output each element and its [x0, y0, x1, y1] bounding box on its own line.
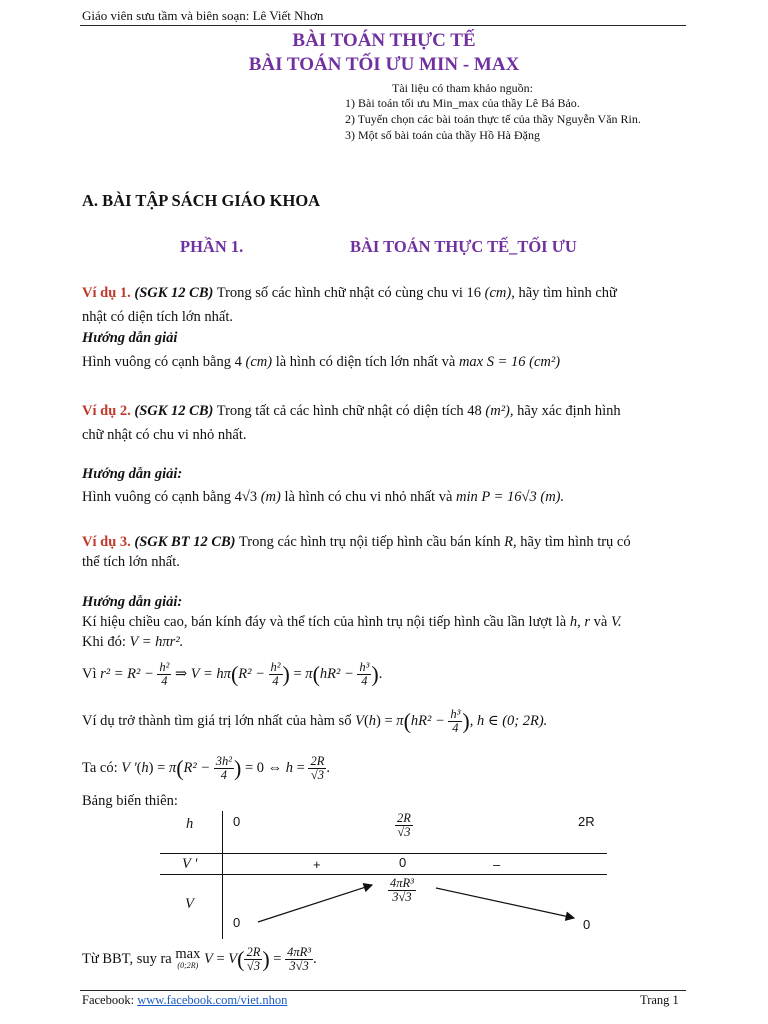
example-2-line2: chữ nhật có chu vi nhỏ nhất.: [82, 427, 247, 443]
bbt-hline-2: [160, 874, 607, 875]
header-author-note: Giáo viên sưu tầm và biên soạn: Lê Viết Nhơn: [82, 8, 324, 23]
formula-r-squared: Vì r² = R² − $\frac{\text{h²}}{4}$ ⇒ V = hπ(R² − $\frac{\text{h²}}{4}$ ) = π(hR² − $\frac{\text{h³}}{4}$ ).: [82, 660, 383, 689]
example-1-label: Ví dụ 1.: [82, 285, 131, 301]
formula-taco: Ta có:: [82, 760, 118, 776]
conclusion-text: Từ BBT, suy ra: [82, 951, 172, 967]
example-3-text-b: hãy tìm hình trụ có: [520, 534, 631, 550]
example-3-statement: [82, 534, 687, 551]
footer-facebook: [82, 993, 287, 1008]
example-3-label: Ví dụ 3.: [82, 534, 131, 550]
example-1-answer-b: là hình có diện tích lớn nhất và: [275, 354, 456, 370]
example-1-answer-max-unit: (cm²): [529, 354, 561, 370]
example-3-line2: thể tích lớn nhất.: [82, 554, 180, 570]
example-2-unit: (m²): [485, 403, 510, 419]
header-divider: [80, 25, 686, 26]
bbt-max-num: 4πR³: [390, 876, 414, 890]
example-1-line2: nhật có diện tích lớn nhất.: [82, 309, 234, 325]
example-1-answer-max: max S = 16: [458, 354, 526, 370]
example-3-source: (SGK BT 12 CB): [134, 534, 236, 550]
footer-facebook-link[interactable]: www.facebook.com/viet.nhon: [137, 993, 288, 1007]
example-1-source: (SGK 12 CB): [134, 285, 214, 301]
bbt-max-den: 3√3: [388, 890, 416, 904]
formula-function: Ví dụ trở thành tìm giá trị lớn nhất của hàm số V(h) = π(hR² − $\frac{\text{h³}}{4}$ ), h ∈ (0; 2R).: [82, 707, 548, 736]
bbt-arrow-up: [258, 885, 372, 922]
example-3-var-r: R,: [504, 534, 517, 550]
example-3-sol1: Kí hiệu chiều cao, bán kính đáy và thể tích của hình trụ nội tiếp hình cầu lần lượt là: [82, 614, 567, 630]
example-2-answer: [82, 489, 564, 506]
formula-derivative: Ta có: V '(h) = π(R² − $\frac{\text{3h²}}{4}$ ) = 0 ⇔ h = $\frac{2R}{√3}$ .: [82, 754, 330, 783]
conclusion-line: Từ BBT, suy ra max (0;2R) V = V( $\frac{2R}{√3}$ ) = $\frac{\text{4πR³}}{3√3}$ .: [82, 945, 317, 974]
example-2-source: (SGK 12 CB): [134, 403, 214, 419]
example-1-guide: Hướng dẫn giải: [82, 330, 178, 346]
reference-item-2: 2) Tuyển chọn các bài toán thực tế của thầy Nguyễn Văn Rin.: [345, 112, 641, 126]
footer-label: Facebook:: [82, 993, 135, 1007]
reference-item-1: 1) Bài toán tối ưu Min_max của thầy Lê Bá Bảo.: [345, 96, 580, 110]
example-3-sol1-vars: h, r: [569, 614, 591, 630]
bbt-v-right: 0: [583, 917, 591, 932]
bbt-sign-plus: +: [313, 857, 321, 872]
bbt-v-max: [388, 877, 416, 904]
example-1-answer-unit: (cm): [245, 354, 273, 370]
example-1-answer-a: Hình vuông có cạnh bằng 4: [82, 354, 242, 370]
example-3-sol1-and: và: [593, 614, 608, 630]
example-2-statement: [82, 403, 687, 420]
example-3-solution-line1: [82, 614, 692, 631]
example-3-sol1-v: V.: [610, 614, 622, 630]
example-3-domain: h ∈ (0; 2R).: [476, 713, 548, 729]
example-1-answer: [82, 354, 560, 371]
example-2-answer-a: Hình vuông có cạnh bằng 4√3: [82, 489, 258, 505]
bbt-v-left: 0: [233, 915, 241, 930]
example-2-text-a: Trong tất cả các hình chữ nhật có diện tích 48: [216, 403, 482, 419]
example-2-answer-min-unit: (m).: [540, 489, 565, 505]
formula-vi: Vì: [82, 666, 97, 682]
bbt-vertical-divider: [222, 811, 223, 939]
bbt-h-critical: [395, 812, 413, 839]
example-1-text-a: Trong số các hình chữ nhật có cùng chu vi 16: [216, 285, 481, 301]
part-label: PHẦN 1.: [180, 237, 244, 256]
part-name: BÀI TOÁN THỰC TẾ_TỐI ƯU: [350, 237, 577, 256]
bbt-row-vprime: V ': [182, 856, 198, 872]
example-3-sol2: Khi đó:: [82, 634, 126, 650]
example-3-guide: Hướng dẫn giải:: [82, 594, 183, 610]
example-1-statement: [82, 285, 687, 302]
reference-item-3: 3) Một số bài toán của thầy Hồ Hà Đặng: [345, 128, 540, 142]
bbt-h-zero: 0: [233, 814, 241, 829]
example-2-text-b: , hãy xác định hình: [509, 403, 621, 419]
example-3-sol2-eq: V = hπr².: [129, 634, 184, 650]
bbt-hline-1: [160, 853, 607, 854]
example-1-text-b: , hãy tìm hình chữ: [511, 285, 617, 301]
example-3-solution-line2: [82, 634, 183, 651]
bbt-row-h: h: [186, 816, 194, 832]
bbt-sign-minus: –: [493, 857, 501, 872]
bbt-row-v: V: [185, 896, 194, 912]
example-2-answer-min: min P = 16√3: [456, 489, 537, 505]
bbt-arrow-down: [436, 888, 574, 918]
example-3-text-a: Trong các hình trụ nội tiếp hình cầu bán kính: [238, 534, 501, 550]
example-2-guide: Hướng dẫn giải:: [82, 466, 183, 482]
bbt-h-2r: 2R: [578, 814, 595, 829]
references-heading: Tài liệu có tham khảo nguồn:: [392, 81, 533, 95]
bbt-sign-zero: 0: [399, 855, 407, 870]
example-2-answer-unit: (m): [260, 489, 281, 505]
section-a-heading: A. BÀI TẬP SÁCH GIÁO KHOA: [82, 191, 321, 210]
title-line1: BÀI TOÁN THỰC TẾ: [292, 30, 476, 51]
footer-divider: [80, 990, 686, 991]
footer-page-number: Trang 1: [640, 993, 679, 1007]
example-3-sol4: Ví dụ trở thành tìm giá trị lớn nhất của hàm số: [82, 713, 352, 729]
example-1-unit: (cm): [484, 285, 512, 301]
bbt-crit-num: 2R: [397, 811, 411, 825]
title-line2: BÀI TOÁN TỐI ƯU MIN - MAX: [248, 54, 520, 75]
bbt-label: Bảng biến thiên:: [82, 793, 178, 809]
example-2-answer-b: là hình có chu vi nhỏ nhất và: [284, 489, 453, 505]
bbt-crit-den: √3: [395, 825, 413, 839]
example-2-label: Ví dụ 2.: [82, 403, 131, 419]
